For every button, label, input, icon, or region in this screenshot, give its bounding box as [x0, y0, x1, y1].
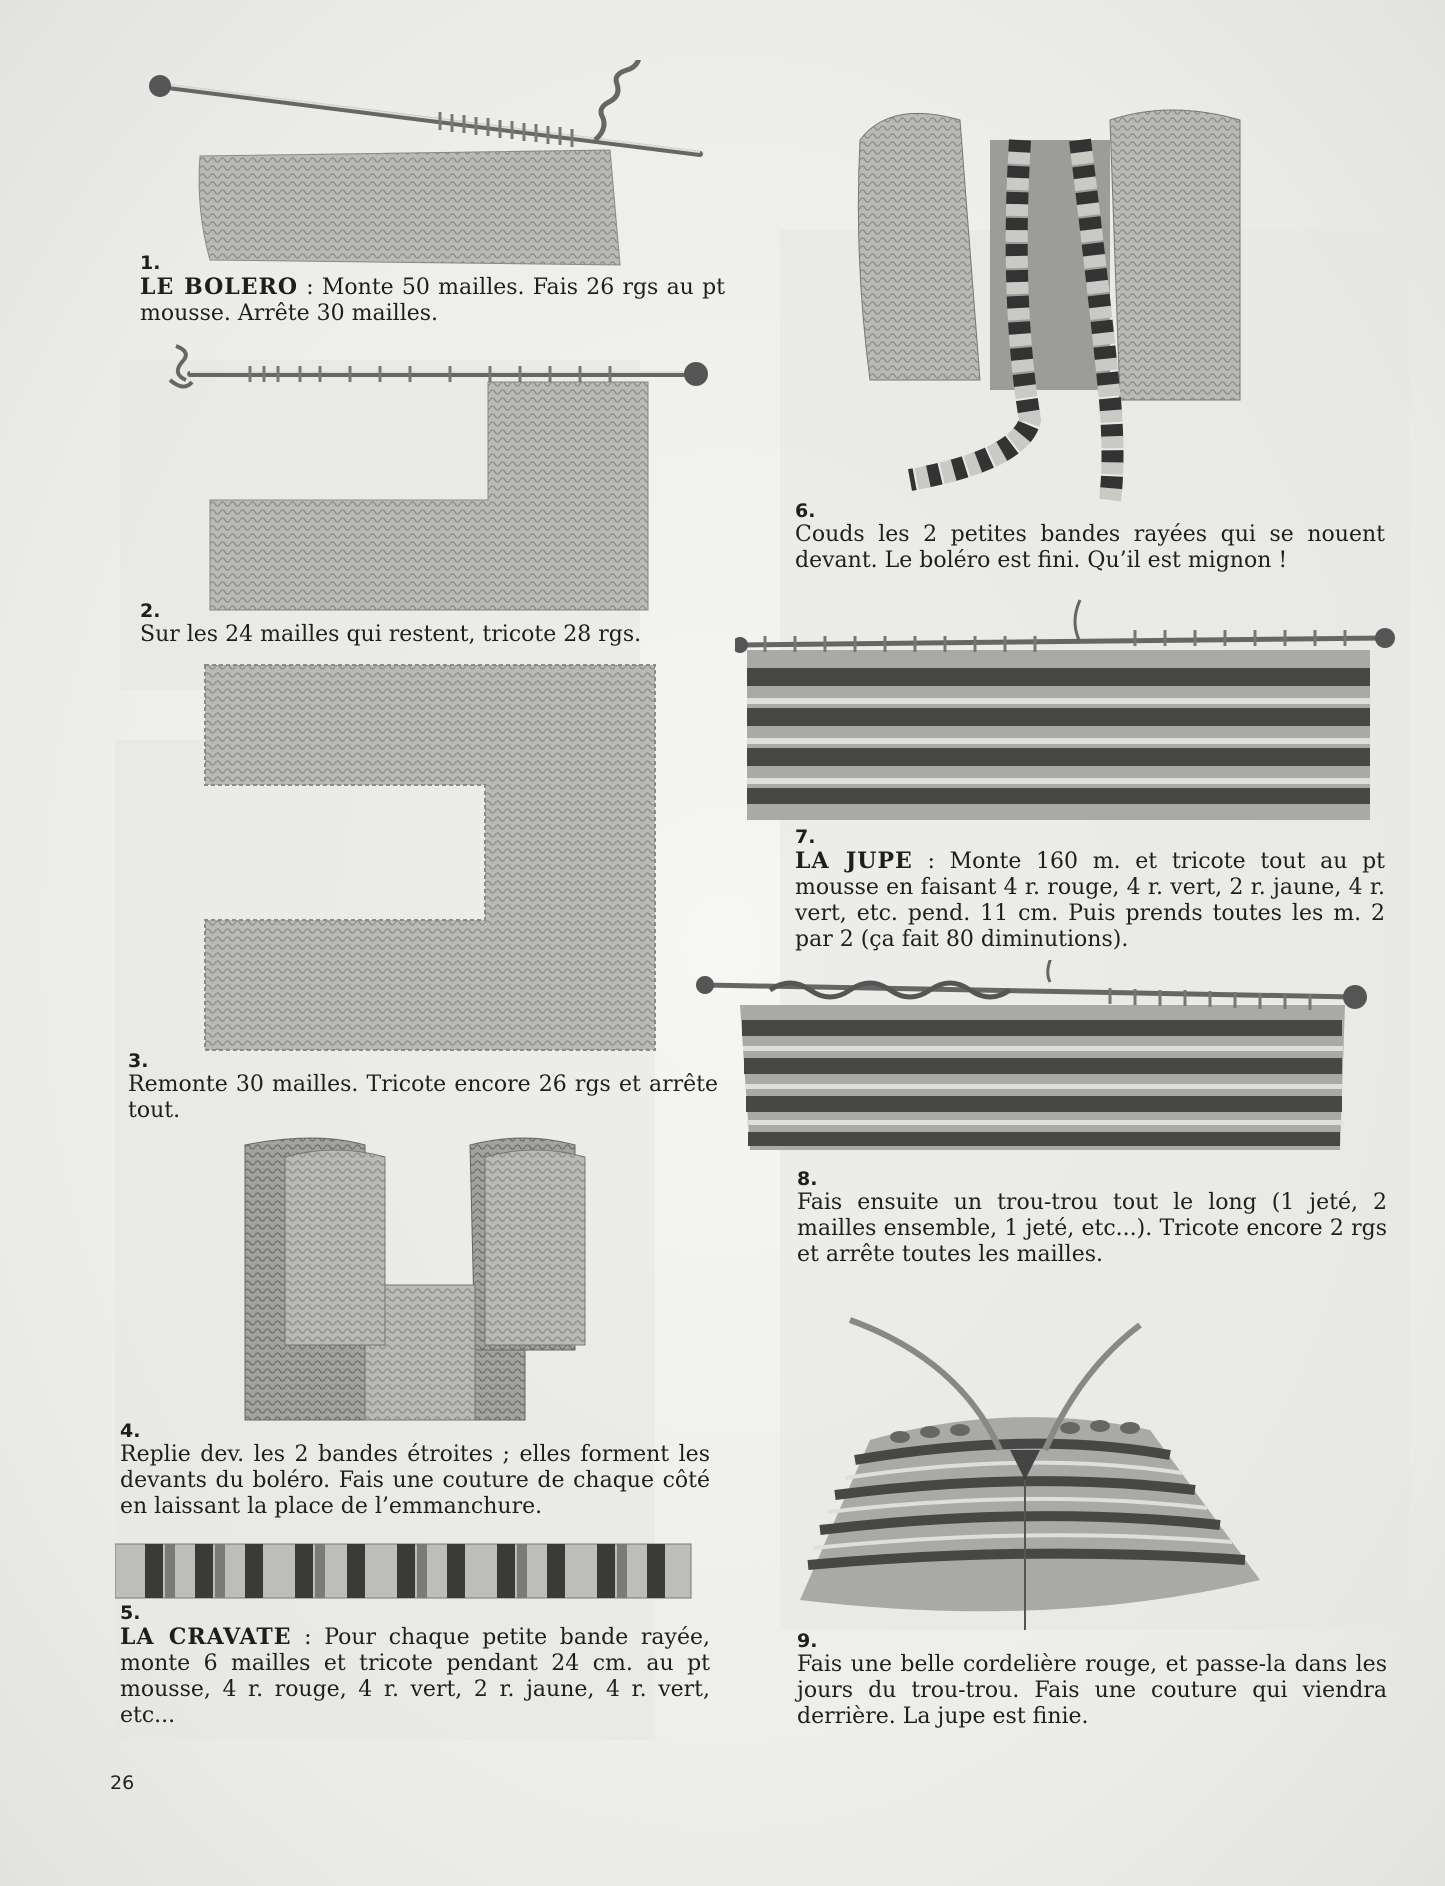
step-text: : Pour chaque petite bande rayée, monte 6 mailles et tricote pendant 24 cm. au pt mousse, 4 r. rouge, 4 r. vert, 2 r. jaune, 4 r. vert, etc...: [120, 1625, 710, 1728]
caption-step-6: [795, 500, 1385, 574]
caption-step-7: [795, 826, 1385, 953]
illustration-step-6: [850, 100, 1250, 520]
step-text: Fais une belle cordelière rouge, et passe-la dans les jours du trou-trou. Fais une couture qui viendra derrière. La jupe est finie.: [797, 1652, 1387, 1729]
caption-step-8: [797, 1168, 1387, 1268]
step-number: 8.: [797, 1168, 818, 1190]
caption-step-2: [140, 600, 725, 648]
step-text: : Monte 160 m. et tricote tout au pt mousse en faisant 4 r. rouge, 4 r. vert, 2 r. jaune, 4 r. vert, etc. pend. 11 cm. Puis prends toutes les m. 2 par 2 (ça fait 80 diminutions).: [795, 849, 1385, 952]
illustration-step-3: [195, 655, 670, 1055]
step-text: : Monte 50 mailles. Fais 26 rgs au pt mousse. Arrête 30 mailles.: [140, 275, 726, 326]
step-title: LA CRAVATE: [120, 1624, 292, 1650]
step-text: Fais ensuite un trou-trou tout le long (1 jeté, 2 mailles ensemble, 1 jeté, etc...). Tricote encore 2 rgs et arrête toutes les mailles.: [797, 1190, 1387, 1267]
illustration-step-2: [150, 340, 720, 615]
caption-step-1: [140, 252, 725, 327]
illustration-step-9: [800, 1280, 1270, 1640]
step-text: Replie dev. les 2 bandes étroites ; elles forment les devants du boléro. Fais une couture de chaque côté en laissant la place de l’emmanchure.: [120, 1442, 710, 1519]
caption-step-4: [120, 1420, 710, 1520]
illustration-step-4: [225, 1135, 635, 1425]
step-number: 2.: [140, 600, 161, 622]
step-number: 3.: [128, 1050, 149, 1072]
caption-step-3: [128, 1050, 718, 1124]
step-text: Sur les 24 mailles qui restent, tricote 28 rgs.: [140, 622, 642, 647]
step-title: LE BOLERO: [140, 274, 298, 300]
step-text: Couds les 2 petites bandes rayées qui se nouent devant. Le boléro est fini. Qu’il est mignon !: [795, 522, 1385, 573]
caption-step-9: [797, 1630, 1387, 1730]
step-number: 9.: [797, 1630, 818, 1652]
step-number: 4.: [120, 1420, 141, 1442]
step-number: 1.: [140, 252, 161, 274]
illustration-step-5: [115, 1540, 695, 1602]
step-number: 6.: [795, 500, 816, 522]
illustration-step-7: [735, 590, 1395, 830]
step-text: Remonte 30 mailles. Tricote encore 26 rgs et arrête tout.: [128, 1072, 718, 1123]
caption-step-5: [120, 1602, 710, 1729]
illustration-step-8: [690, 960, 1370, 1160]
illustration-step-1: [140, 60, 720, 275]
step-title: LA JUPE: [795, 848, 913, 874]
step-number: 7.: [795, 826, 816, 848]
page-number: 26: [110, 1772, 135, 1794]
step-number: 5.: [120, 1602, 141, 1624]
